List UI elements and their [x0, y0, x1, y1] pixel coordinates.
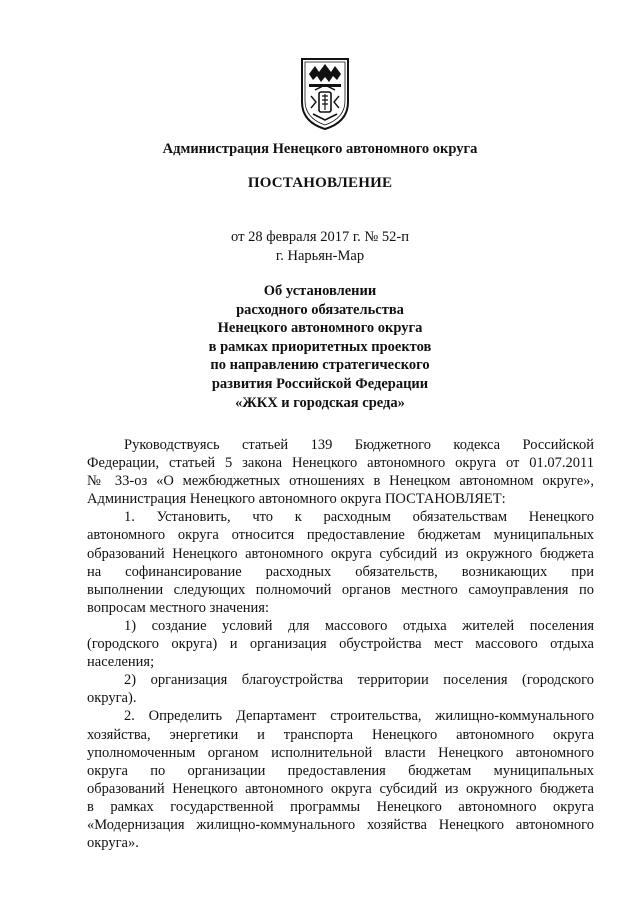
title-line: развития Российской Федерации [211, 375, 429, 392]
title-line: в рамках приоритетных проектов [208, 338, 432, 355]
city: г. Нарьян-Мар [275, 248, 365, 264]
body-line: в рамках государственной программы Ненецкого автономного округа [87, 798, 594, 815]
body-line: Федерации, статьей 5 закона Ненецкого автономного округа от 01.07.2011 [87, 455, 594, 472]
document-body [87, 436, 594, 852]
body-line: «Модернизация жилищно-коммунального хозяйства Ненецкого автономного [87, 816, 594, 833]
body-line: населения; [87, 654, 155, 671]
body-line: образований Ненецкого автономного округа субсидий из окружного бюджета [87, 545, 594, 562]
body-line: выполнении следующих полномочий органов местного самоуправления по [87, 581, 594, 598]
body-line: округа по организации предоставления бюджетам муниципальных [87, 762, 594, 779]
coat-of-arms-icon [299, 56, 351, 132]
body-line: вопросам местного значения: [87, 599, 269, 616]
body-line: хозяйства, энергетики и транспорта Ненецкого автономного округа [87, 726, 594, 743]
body-line: на софинансирование расходных обязательств, возникающих при [87, 563, 594, 580]
body-line: образований Ненецкого автономного округа субсидий из окружного бюджета [87, 780, 594, 797]
body-line: Руководствуясь статьей 139 Бюджетного кодекса Российской [124, 437, 594, 453]
title-line: расходного обязательства [236, 301, 404, 318]
body-line: округа). [87, 690, 137, 707]
title-line: Ненецкого автономного округа [217, 320, 423, 337]
body-line: Администрация Ненецкого автономного округа ПОСТАНОВЛЯЕТ: [87, 491, 506, 508]
title-line: Об установлении [263, 283, 377, 299]
body-line: 2. Определить Департамент строительства, жилищно-коммунального [124, 708, 594, 725]
body-line: уполномоченным органом исполнительной власти Ненецкого автономного [87, 744, 594, 761]
body-line: округа». [87, 835, 139, 852]
title-line: «ЖКХ и городская среда» [235, 394, 405, 411]
body-line: 2) организация благоустройства территории поселения (городского [124, 672, 594, 689]
body-line: автономного округа относится предоставление бюджетам муниципальных [87, 527, 594, 544]
organization-name: Администрация Ненецкого автономного округа [162, 141, 478, 157]
date-number: от 28 февраля 2017 г. № 52-п [231, 229, 409, 245]
document-type: ПОСТАНОВЛЕНИЕ [247, 175, 393, 191]
body-line: 1) создание условий для массового отдыха жителей поселения [124, 617, 594, 634]
body-line: (городского округа) и организация обустройства мест массового отдыха [87, 636, 594, 653]
body-line: 1. Установить, что к расходным обязательствам Ненецкого [124, 509, 594, 526]
document-title [0, 282, 640, 412]
title-line: по направлению стратегического [210, 357, 430, 374]
body-line: № 33-оз «О межбюджетных отношениях в Ненецком автономном округе», [87, 473, 594, 490]
